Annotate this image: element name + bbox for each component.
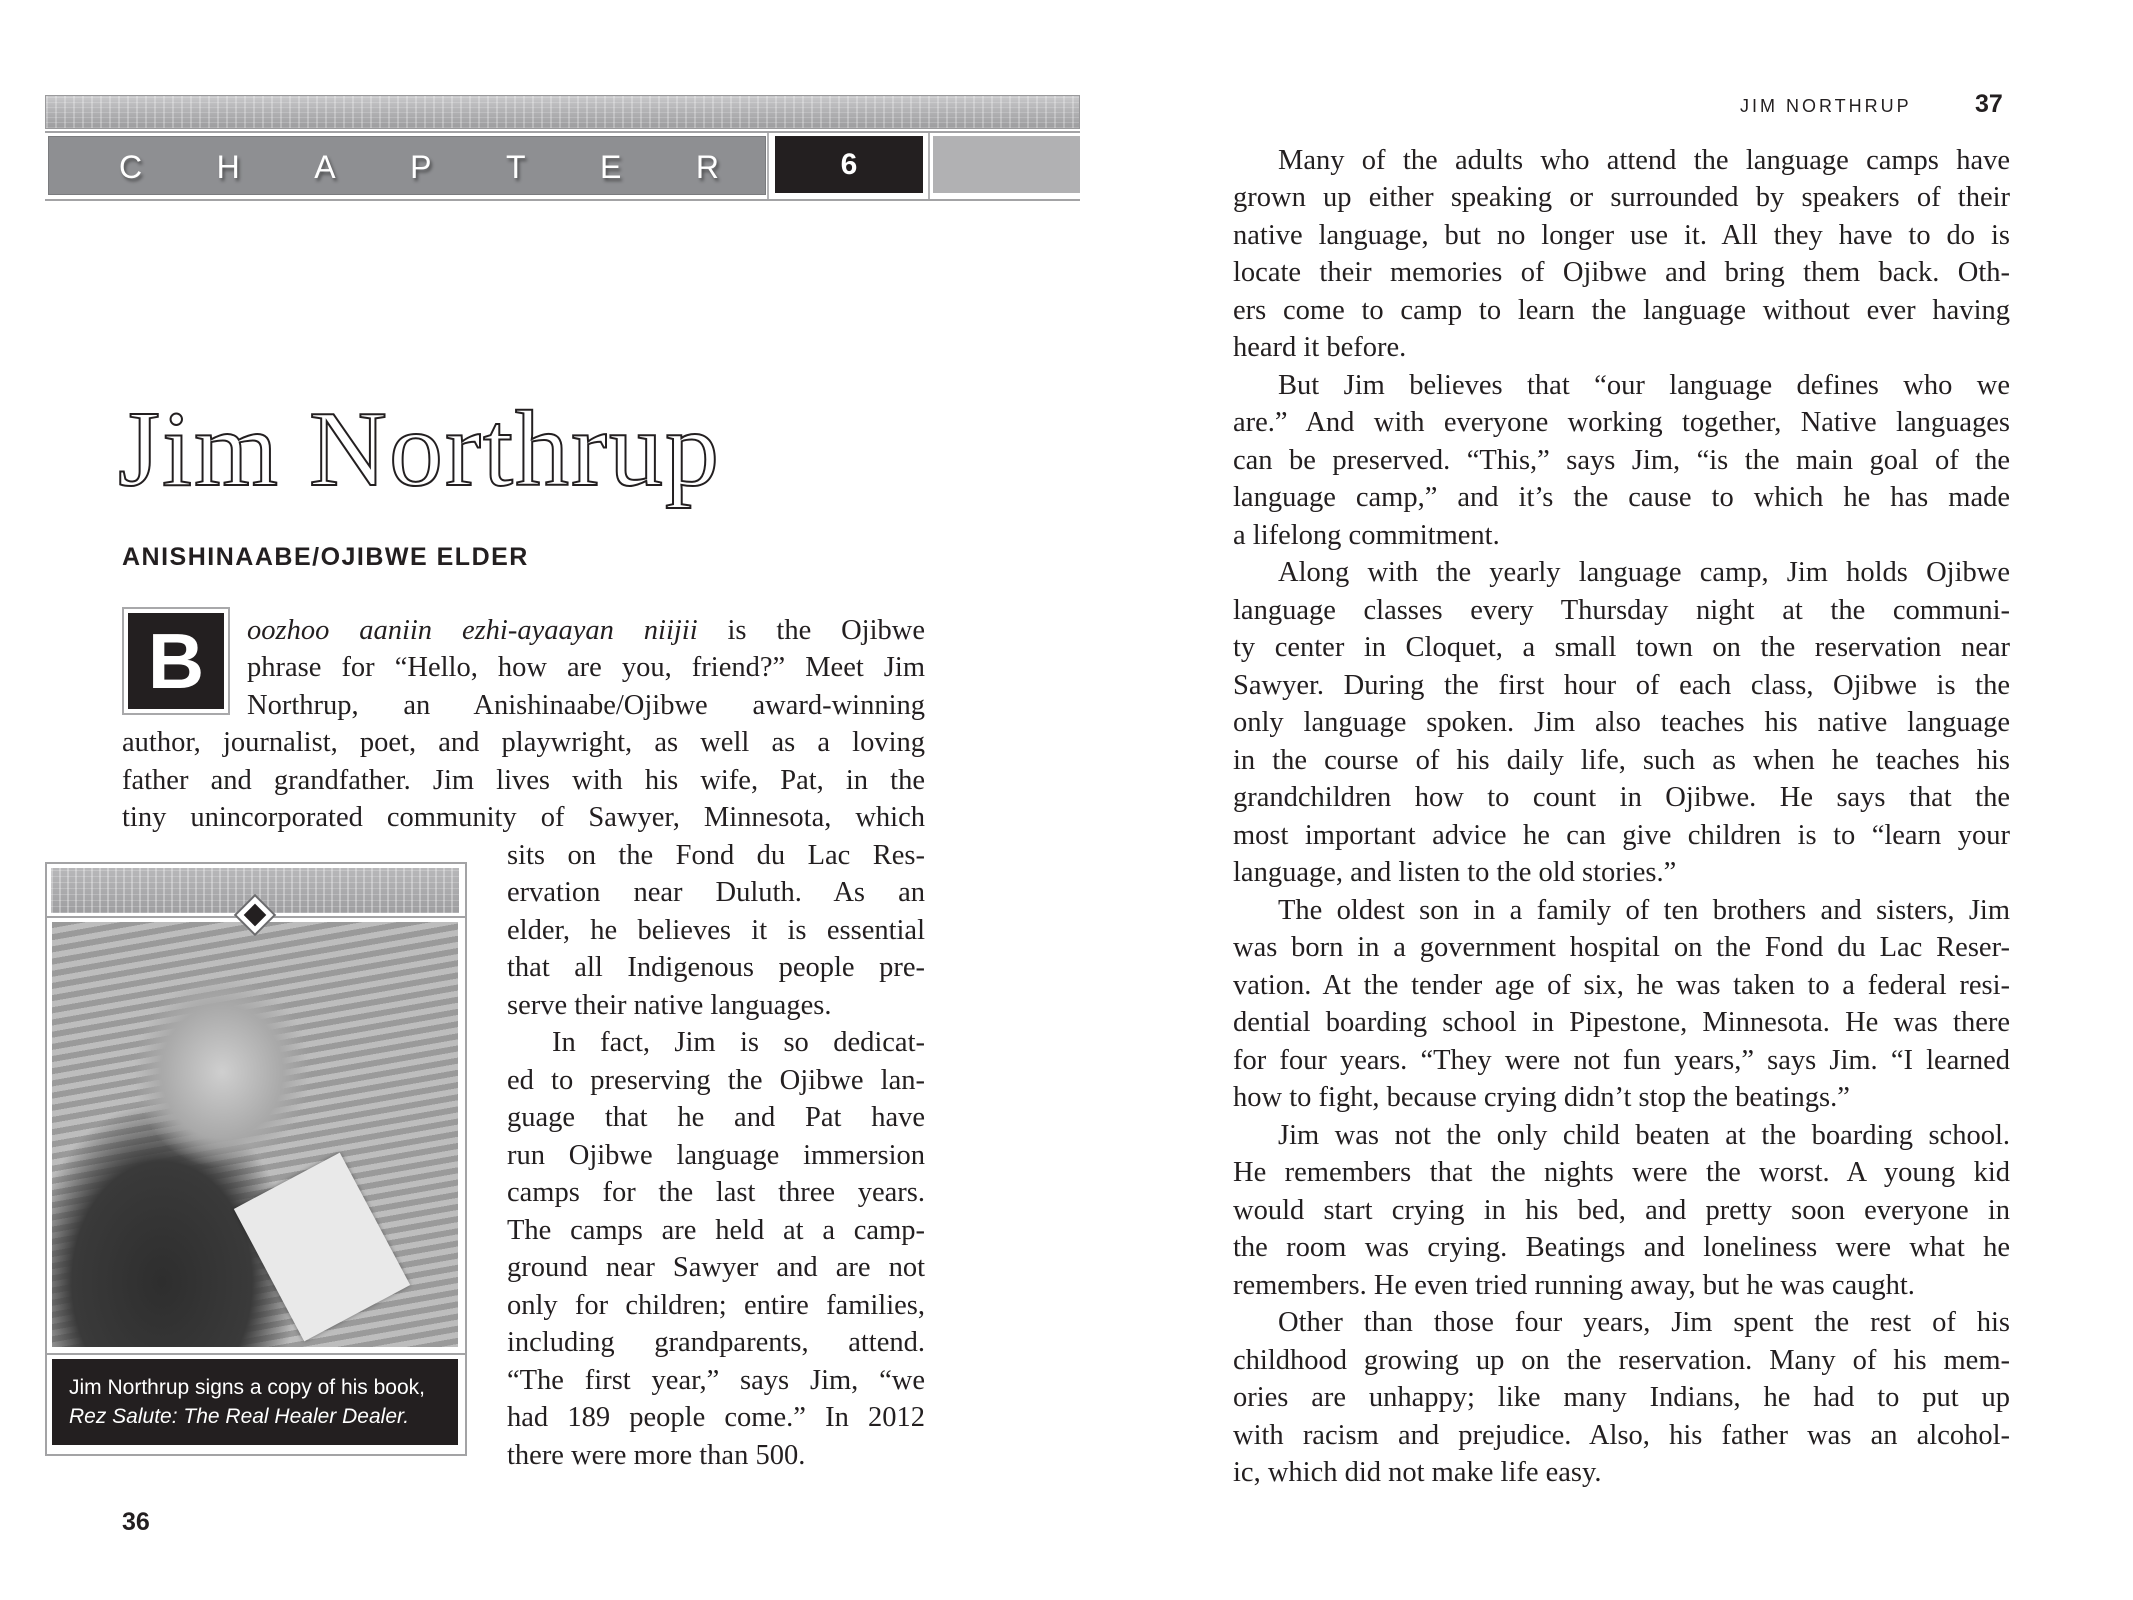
caption-line: Jim Northrup signs a copy of his book, [69, 1376, 425, 1399]
divider [767, 133, 769, 199]
body-line: ic, which did not make life easy. [1233, 1457, 1602, 1488]
body-line: language classes every Thursday night at the communi- [1233, 595, 2010, 626]
chapter-letter: A [314, 149, 336, 185]
body-line: in the course of his daily life, such as when he teaches his [1233, 745, 2010, 776]
photo-caption [52, 1359, 458, 1445]
body-line: a lifelong commitment. [1233, 520, 1500, 551]
body-line: childhood growing up on the reservation. Many of his mem- [1233, 1345, 2010, 1376]
body-line: that all Indigenous people pre- [507, 952, 925, 983]
body-line: elder, he believes it is essential [507, 915, 925, 946]
page-title: Jim Northrup [118, 390, 721, 509]
body-line: including grandparents, attend. [507, 1327, 925, 1358]
body-line: In fact, Jim is so dedicat- [552, 1027, 925, 1058]
body-line: Along with the yearly language camp, Jim holds Ojibwe [1278, 557, 2010, 588]
body-line: language camp,” and it’s the cause to which he has made [1233, 482, 2010, 513]
body-line: most important advice he can give children is to “learn your [1233, 820, 2010, 851]
body-line: are.” And with everyone working together, Native languages [1233, 407, 2010, 438]
body-line: was born in a government hospital on the Fond du Lac Reser- [1233, 932, 2010, 963]
chapter-letter: P [410, 149, 432, 185]
body-line: ground near Sawyer and are not [507, 1252, 925, 1283]
ojibwe-phrase: oozhoo aaniin ezhi-ayaayan niijii [247, 615, 698, 646]
body-line: The oldest son in a family of ten brothers and sisters, Jim [1278, 895, 2010, 926]
body-line: Many of the adults who attend the language camps have [1278, 145, 2010, 176]
body-line: ers come to camp to learn the language without ever having [1233, 295, 2010, 326]
body-line: guage that he and Pat have [507, 1102, 925, 1133]
chapter-label-box [48, 136, 766, 195]
caption-book-title: Rez Salute: The Real Healer Dealer. [69, 1405, 410, 1428]
body-line: author, journalist, poet, and playwright, as well as a loving [122, 727, 925, 758]
body-line: father and grandfather. Jim lives with his wife, Pat, in the [122, 765, 925, 796]
body-line: ories are unhappy; like many Indians, he had to put up [1233, 1382, 2010, 1413]
body-text: is the Ojibwe [697, 615, 926, 646]
chapter-number: 6 [775, 136, 923, 193]
body-line: language, and listen to the old stories.” [1233, 857, 1677, 888]
body-line: ervation near Duluth. As an [507, 877, 925, 908]
body-line: ty center in Cloquet, a small town on the reservation near [1233, 632, 2010, 663]
chapter-letter: T [505, 149, 526, 185]
body-line: But Jim believes that “our language defines who we [1278, 370, 2010, 401]
divider [928, 133, 930, 199]
diamond-center [244, 904, 267, 927]
body-line: The camps are held at a camp- [507, 1215, 925, 1246]
body-line: vation. At the tender age of six, he was taken to a federal resi- [1233, 970, 2010, 1001]
body-line: with racism and prejudice. Also, his father was an alcohol- [1233, 1420, 2010, 1451]
body-line: only language spoken. Jim also teaches his native language [1233, 707, 2010, 738]
chapter-letter: R [695, 149, 719, 185]
drop-cap [122, 607, 230, 715]
body-line: can be preserved. “This,” says Jim, “is the main goal of the [1233, 445, 2010, 476]
chapter-label [119, 149, 719, 186]
body-line: locate their memories of Ojibwe and bring them back. Oth- [1233, 257, 2010, 288]
running-head: JIM NORTHRUP [1740, 96, 1912, 116]
chapter-letter: H [216, 149, 240, 185]
chapter-header-bar [45, 95, 1080, 198]
divider [47, 1353, 465, 1355]
body-line: the room was crying. Beatings and loneliness were what he [1233, 1232, 2010, 1263]
chapter-letter: E [600, 149, 622, 185]
body-line: only for children; entire families, [507, 1290, 925, 1321]
book-shape [234, 1153, 410, 1342]
body-line: serve their native languages. [507, 990, 832, 1021]
photo-jim-northrup-signing-book [52, 922, 458, 1347]
body-line: heard it before. [1233, 332, 1407, 363]
body-line: “The first year,” says Jim, “we [507, 1365, 925, 1396]
body-line: had 189 people come.” In 2012 [507, 1402, 925, 1433]
body-line: grandchildren how to count in Ojibwe. He says that the [1233, 782, 2010, 813]
body-line: for four years. “They were not fun years,” says Jim. “I learned [1233, 1045, 2010, 1076]
body-line [247, 612, 925, 649]
chapter-end-block [933, 136, 1080, 193]
page-number-left: 36 [122, 1508, 150, 1536]
body-line: would start crying in his bed, and pretty soon everyone in [1233, 1195, 2010, 1226]
body-line: Sawyer. During the first hour of each class, Ojibwe is the [1233, 670, 2010, 701]
body-line: phrase for “Hello, how are you, friend?” Meet Jim [247, 652, 925, 683]
chapter-letter: C [119, 149, 143, 185]
body-line: native language, but no longer use it. All they have to do is [1233, 220, 2010, 251]
body-line: tiny unincorporated community of Sawyer, Minnesota, which [122, 802, 925, 833]
body-line: how to fight, because crying didn’t stop the beatings.” [1233, 1082, 1850, 1113]
photo-figure [45, 862, 467, 1456]
body-line: Northrup, an Anishinaabe/Ojibwe award-winning [247, 690, 925, 721]
body-line: ed to preserving the Ojibwe lan- [507, 1065, 925, 1096]
page-subtitle: ANISHINAABE/OJIBWE ELDER [122, 543, 529, 571]
body-line: there were more than 500. [507, 1440, 806, 1471]
body-line: run Ojibwe language immersion [507, 1140, 925, 1171]
body-line: sits on the Fond du Lac Res- [507, 840, 925, 871]
chapter-texture-band [45, 95, 1080, 129]
chapter-row [45, 131, 1080, 201]
body-line: camps for the last three years. [507, 1177, 925, 1208]
body-line: He remembers that the nights were the worst. A young kid [1233, 1157, 2010, 1188]
body-line: Jim was not the only child beaten at the boarding school. [1278, 1120, 2010, 1151]
body-line: remembers. He even tried running away, but he was caught. [1233, 1270, 1915, 1301]
page-number-right: 37 [1975, 90, 2003, 118]
body-line: dential boarding school in Pipestone, Minnesota. He was there [1233, 1007, 2010, 1038]
body-line: grown up either speaking or surrounded by speakers of their [1233, 182, 2010, 213]
body-line: Other than those four years, Jim spent the rest of his [1278, 1307, 2010, 1338]
drop-cap-letter: B [128, 613, 224, 709]
